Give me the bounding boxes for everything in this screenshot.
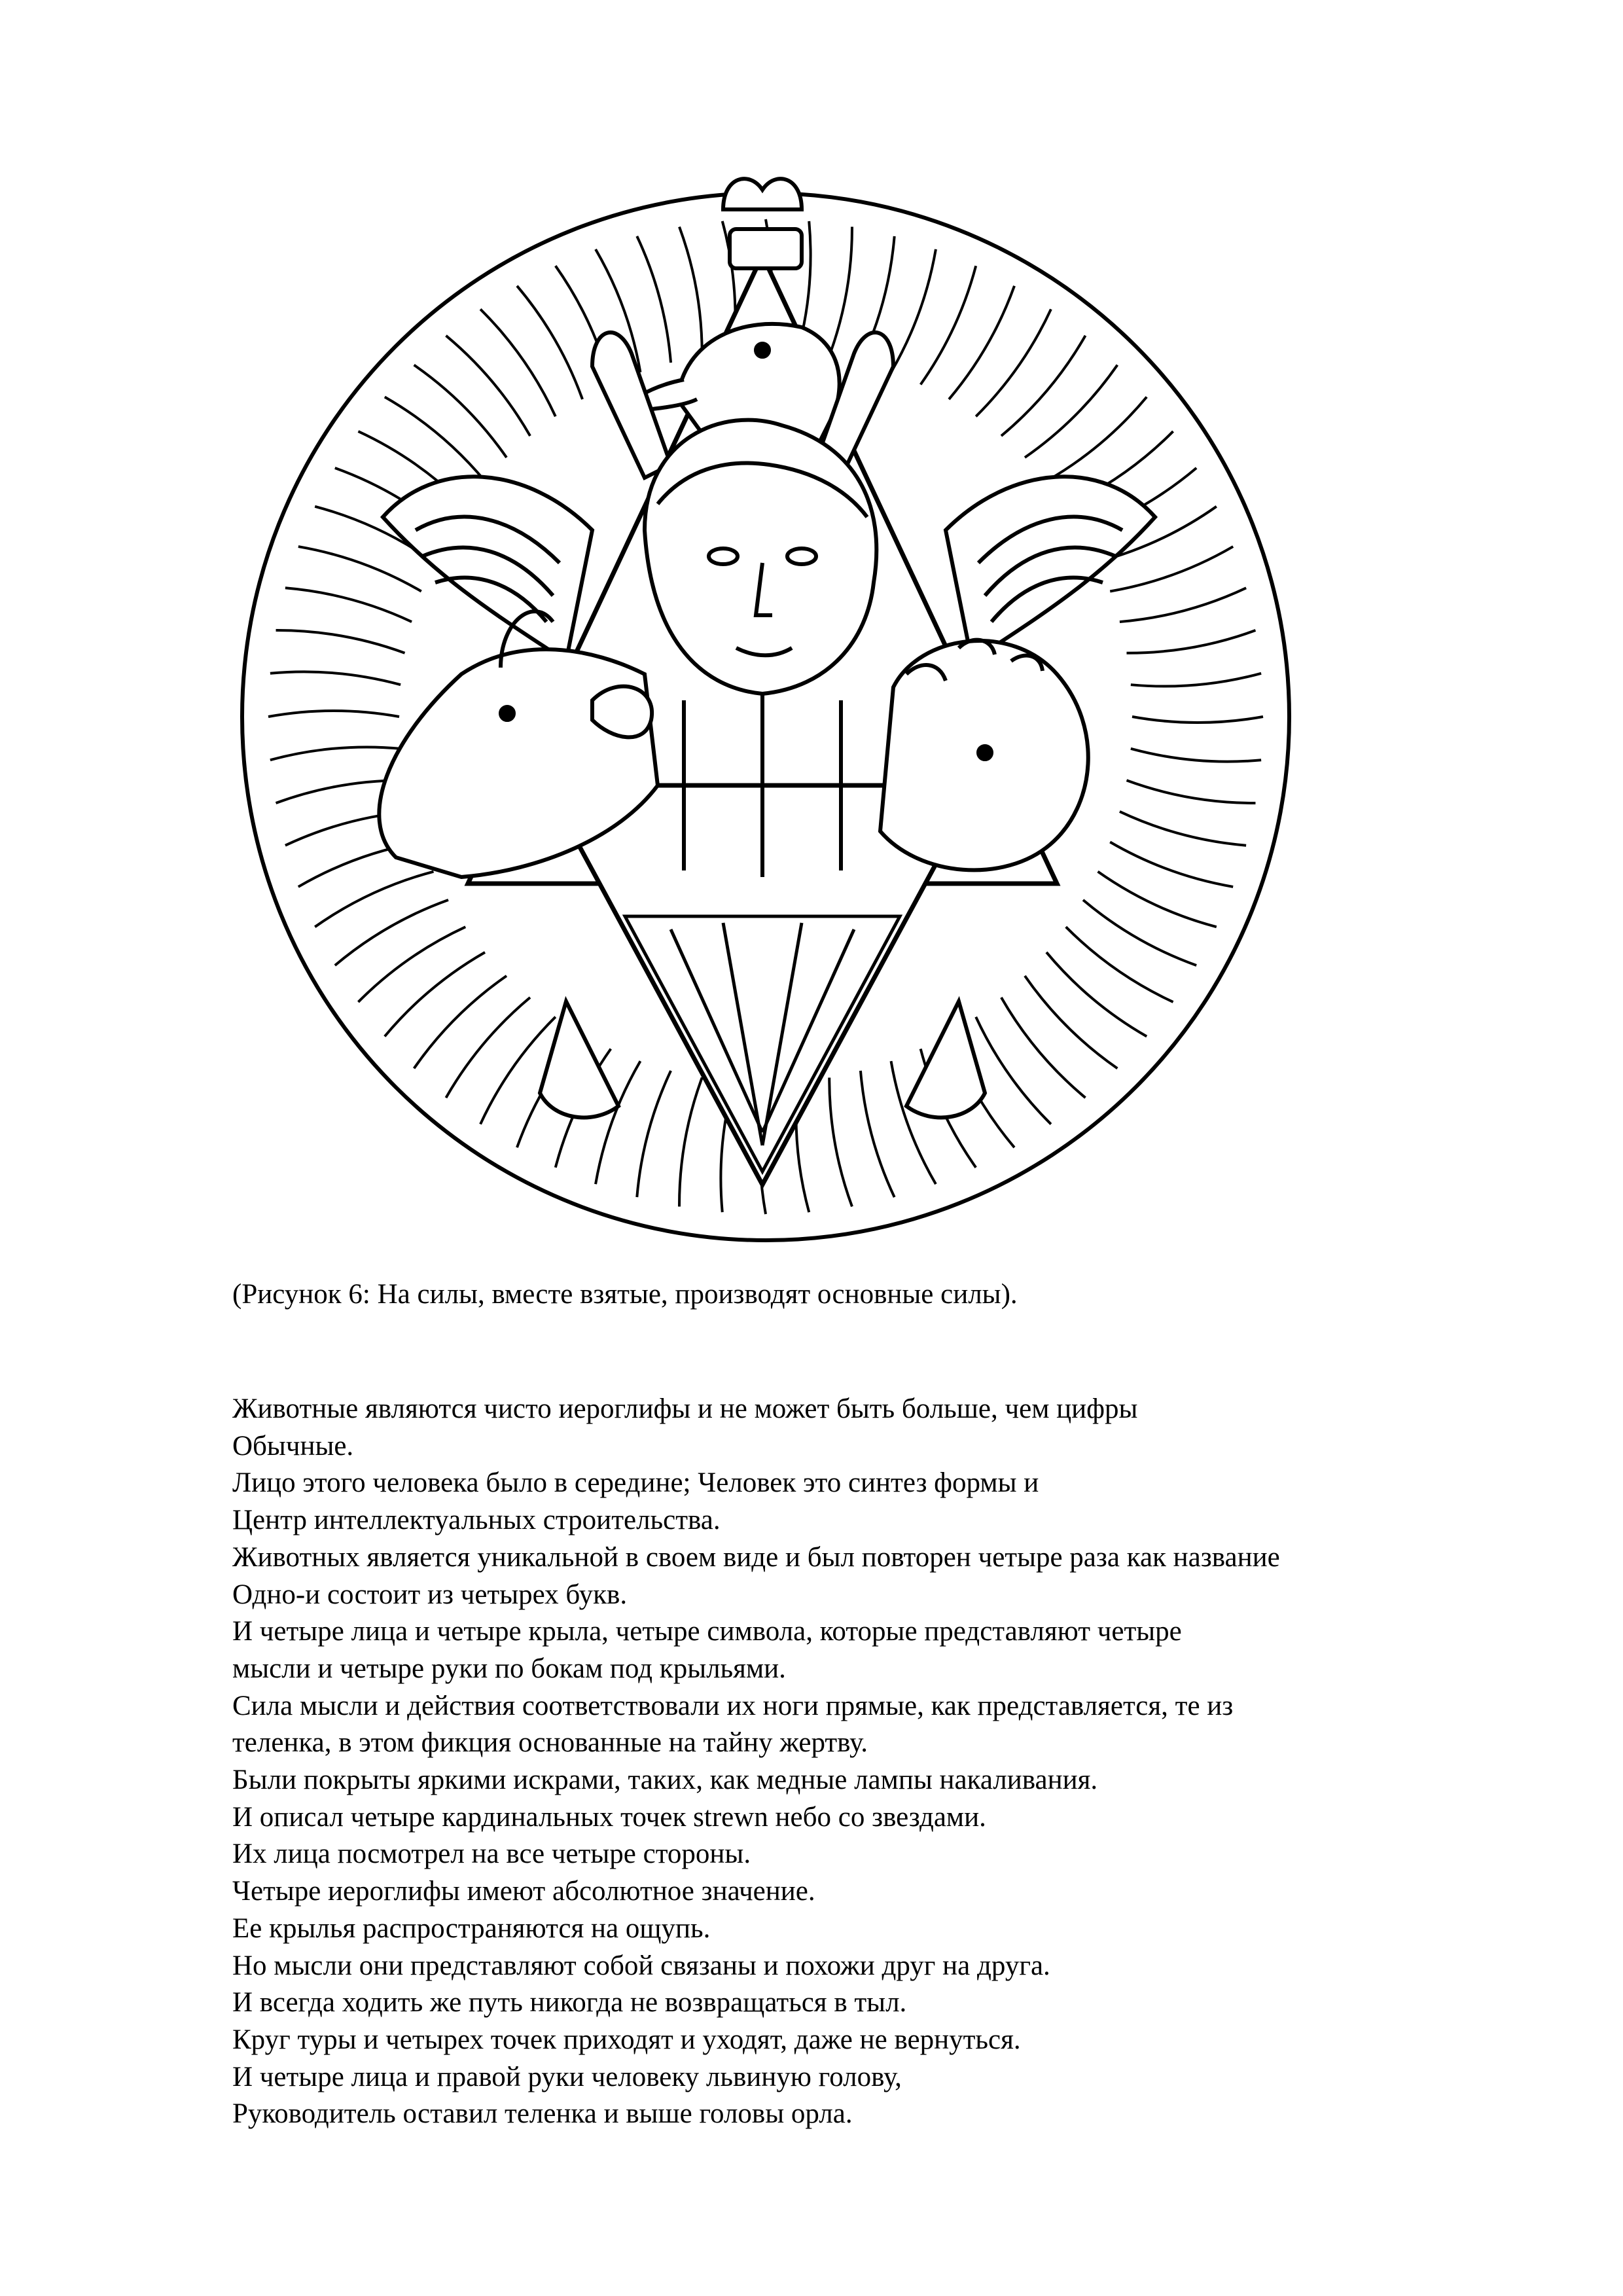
text-line: И четыре лица и правой руки человеку львиную голову, <box>232 2061 902 2092</box>
text-line: Руководитель оставил теленка и выше головы орла. <box>232 2098 853 2130</box>
ray-line <box>949 286 1014 399</box>
text-line: теленка, в этом фикция основанные на тайну жертву. <box>232 1727 868 1759</box>
ray-line <box>891 249 936 372</box>
text-line: Четыре иероглифы имеют абсолютное значение. <box>232 1876 815 1907</box>
text-line: Лицо этого человека было в середине; Человек это синтез формы и <box>232 1467 1039 1499</box>
text-line: И всегда ходить же путь никогда не возвращаться в тыл. <box>232 1987 907 2018</box>
text-line: Ее крылья распространяются на ощупь. <box>232 1912 711 1944</box>
ray-line <box>1110 842 1233 887</box>
ray-line <box>285 588 412 622</box>
text-line: мысли и четыре руки по бокам под крыльями. <box>232 1653 786 1684</box>
lower-wings <box>625 916 900 1172</box>
text-line: Обычные. <box>232 1430 354 1462</box>
ray-line <box>637 236 671 363</box>
ray-line <box>276 630 405 653</box>
ray-line <box>1120 812 1246 846</box>
text-line: И описал четыре кардинальных точек strewn небо со звездами. <box>232 1801 986 1833</box>
left-wing <box>383 476 592 661</box>
ray-line <box>1126 780 1255 803</box>
text-line: Сила мысли и действия соответствовали их ноги прямые, как представляется, те из <box>232 1690 1234 1721</box>
ray-line <box>679 1077 702 1206</box>
ray-line <box>270 747 401 760</box>
ray-line <box>517 286 582 399</box>
ray-line <box>1131 673 1261 687</box>
ray-line <box>1001 336 1086 436</box>
ray-line <box>679 227 702 356</box>
text-line: Центр интеллектуальных строительства. <box>232 1505 721 1536</box>
body-text <box>232 1391 1508 2133</box>
ray-line <box>335 900 448 965</box>
right-wing <box>946 476 1155 661</box>
ray-line <box>1025 976 1117 1068</box>
ray-line <box>829 1077 852 1206</box>
text-line: И четыре лица и четыре крыла, четыре символа, которые представляют четыре <box>232 1616 1182 1647</box>
text-line: Животных является уникальной в своем виде и был повторен четыре раза как название <box>232 1541 1280 1573</box>
ray-line <box>268 711 399 717</box>
tetramorph-figure <box>226 164 1299 1250</box>
text-line: Животные являются чисто иероглифы и не может быть больше, чем цифры <box>232 1393 1138 1424</box>
text-line: Одно-и состоит из четырех букв. <box>232 1579 628 1610</box>
ray-line <box>1120 588 1246 622</box>
ray-line <box>358 927 465 1002</box>
ray-line <box>829 227 852 356</box>
text-line: Круг туры и четырех точек приходят и уходят, даже не вернуться. <box>232 2024 1021 2055</box>
figure-caption: (Рисунок 6: На силы, вместе взятые, производят основные силы). <box>232 1279 1018 1310</box>
ray-line <box>1025 365 1117 457</box>
ray-line <box>480 309 556 416</box>
ray-line <box>298 547 421 591</box>
ray-line <box>976 1017 1051 1124</box>
ray-line <box>1131 749 1261 762</box>
ray-line <box>385 397 485 481</box>
ray-line <box>270 672 401 685</box>
ray-line <box>315 872 433 927</box>
ray-line <box>1083 900 1196 965</box>
ray-line <box>1046 952 1147 1037</box>
ray-line <box>861 1071 895 1197</box>
text-line: Но мысли они представляют собой связаны и похожи друг на друга. <box>232 1950 1050 1981</box>
ray-line <box>414 976 507 1068</box>
ray-line <box>446 997 530 1098</box>
text-line: Их лица посмотрел на все четыре стороны. <box>232 1839 751 1870</box>
text-line: Были покрыты яркими искрами, таких, как медные лампы накаливания. <box>232 1765 1098 1796</box>
ray-line <box>414 365 507 457</box>
tetramorph-icon <box>226 164 1299 1250</box>
ray-line <box>637 1071 671 1197</box>
ray-line <box>1132 717 1263 723</box>
ray-line <box>1126 630 1255 653</box>
lion-head <box>880 640 1088 870</box>
